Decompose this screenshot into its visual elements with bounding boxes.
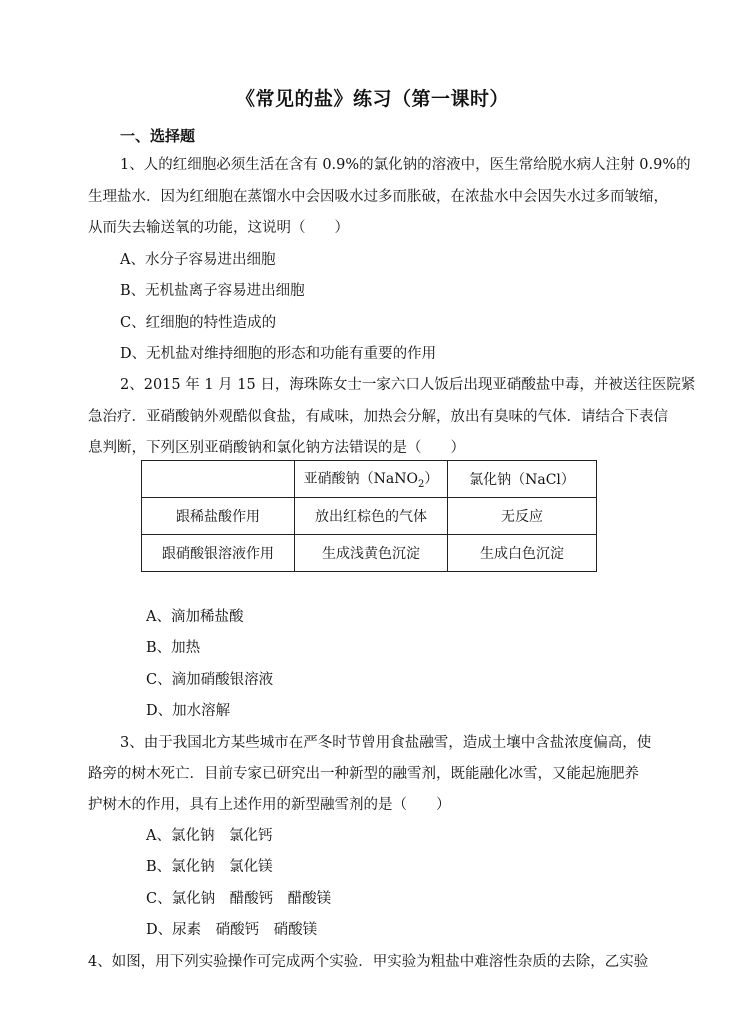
table-cell: 放出红棕色的气体 [295,498,448,535]
table-row [142,498,597,535]
table-header-cell [295,461,448,498]
q1-option-a: A、水分子容易进出细胞 [120,252,276,268]
table-cell: 跟稀盐酸作用 [142,498,295,535]
q2-line-2: 急治疗．亚硝酸钠外观酷似食盐，有咸味，加热会分解，放出有臭味的气体．请结合下表信 [88,409,668,425]
q1-line-2: 生理盐水．因为红细胞在蒸馏水中会因吸水过多而胀破，在浓盐水中会因失水过多而皱缩， [88,189,668,205]
q3-option-d: D、尿素 硝酸钙 硝酸镁 [146,922,318,938]
q4-line-1: 4、如图，用下列实验操作可完成两个实验．甲实验为粗盐中难溶性杂质的去除，乙实验 [88,954,649,970]
table-header-row [142,461,597,498]
q3-line-2: 路旁的树木死亡．目前专家已研究出一种新型的融雪剂，既能融化冰雪，又能起施肥养 [88,766,639,782]
table-cell: 生成浅黄色沉淀 [295,535,448,572]
q1-option-c: C、红细胞的特性造成的 [120,315,277,331]
table-header-cell [142,461,295,498]
header-paren: ） [424,471,439,488]
q2-line-1: 2、2015 年 1 月 15 日，海珠陈女士一家六口人饭后出现亚硝酸盐中毒，并被送往医院紧 [120,377,696,393]
header-nano2-text: 亚硝酸钠（NaNO [303,471,418,488]
comparison-table [141,460,597,572]
page-title: 《常见的盐》练习（第一课时） [235,88,509,110]
table-cell: 无反应 [448,498,597,535]
q1-option-d: D、无机盐对维持细胞的形态和功能有重要的作用 [120,346,437,362]
q2-option-d: D、加水溶解 [146,703,231,719]
q3-line-3: 护树木的作用，具有上述作用的新型融雪剂的是（ ） [88,797,451,813]
q2-option-a: A、滴加稀盐酸 [146,609,244,625]
q1-option-b: B、无机盐离子容易进出细胞 [120,283,305,299]
q2-line-3: 息判断，下列区别亚硝酸钠和氯化钠方法错误的是（ ） [88,440,465,456]
q3-option-a: A、氯化钠 氯化钙 [146,828,273,844]
q2-option-c: C、滴加硝酸银溶液 [146,672,274,688]
q2-option-b: B、加热 [146,640,201,656]
q3-option-c: C、氯化钠 醋酸钙 醋酸镁 [146,891,332,907]
q3-option-b: B、氯化钠 氯化镁 [146,859,273,875]
q1-line-3: 从而失去输送氧的功能，这说明（ ） [88,220,349,236]
section-heading: 一、选择题 [120,127,196,145]
table-header-cell: 氯化钠（NaCl） [448,461,597,498]
q3-line-1: 3、由于我国北方某些城市在严冬时节曾用食盐融雪，造成土壤中含盐浓度偏高，使 [120,735,652,751]
table-row [142,535,597,572]
q1-line-1: 1、人的红细胞必须生活在含有 0.9%的氯化钠的溶液中，医生常给脱水病人注射 0.9%的 [120,157,691,173]
table-cell: 生成白色沉淀 [448,535,597,572]
header-subscript: 2 [417,478,425,490]
table-cell: 跟硝酸银溶液作用 [142,535,295,572]
